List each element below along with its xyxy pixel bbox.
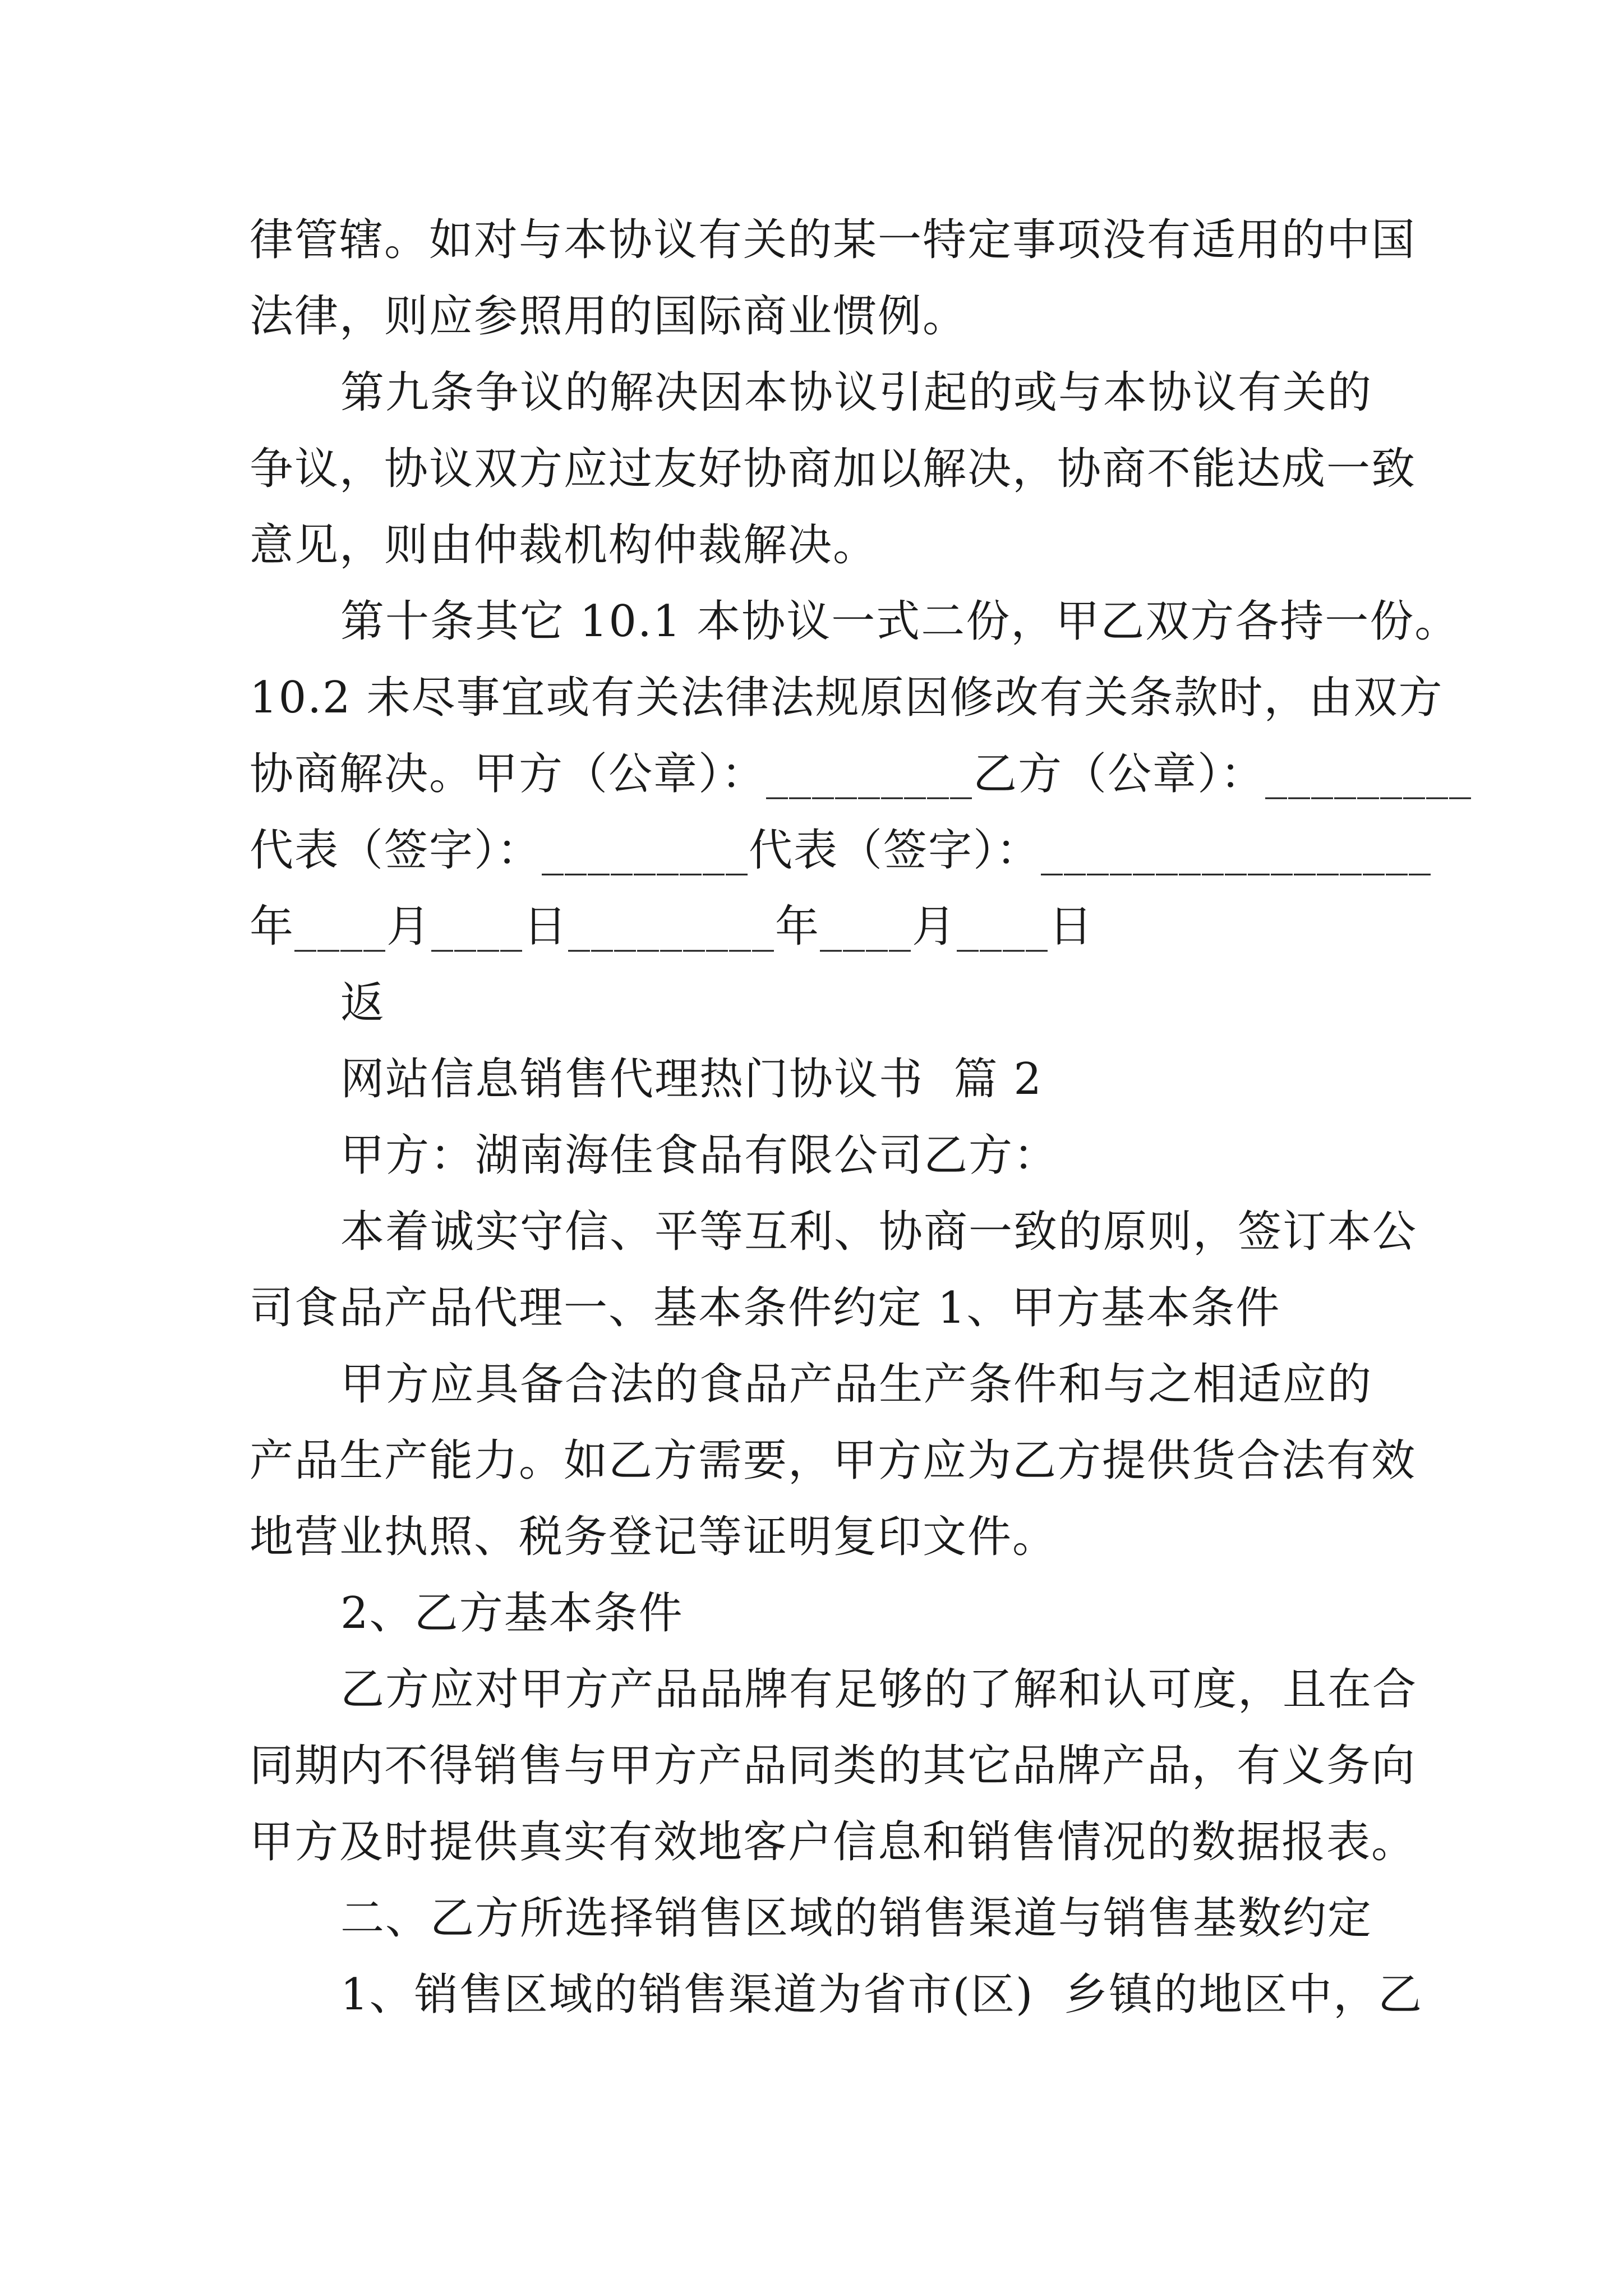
text-line: 年____月____日_________年____月____日 xyxy=(250,901,1094,952)
paragraph xyxy=(250,355,1417,583)
text-line: 返 xyxy=(340,978,386,1028)
paragraph xyxy=(250,1651,1418,1880)
text-line: 争议，协议双方应过友好协商加以解决，协商不能达成一致 xyxy=(250,444,1417,494)
paragraph xyxy=(250,1194,1418,1346)
paragraph xyxy=(250,1041,1382,1117)
text-line: 二、乙方所选择销售区域的销售渠道与销售基数约定 xyxy=(340,1893,1373,1944)
text-line: 第九条争议的解决因本协议引起的或与本协议有关的 xyxy=(340,367,1373,418)
text-line: 1、销售区域的销售渠道为省市(区) 乡镇的地区中，乙 xyxy=(340,1970,1423,2020)
paragraph xyxy=(250,202,1417,355)
text-line: 律管辖。如对与本协议有关的某一特定事项没有适用的中国 xyxy=(250,215,1417,265)
text-line: 代表（签字）：_________代表（签字）：_________________ xyxy=(250,825,1432,876)
text-line: 意见，则由仲裁机构仲裁解决。 xyxy=(250,520,878,570)
text-line: 甲方应具备合法的食品产品生产条件和与之相适应的 xyxy=(340,1359,1373,1410)
text-line: 本着诚实守信、平等互利、协商一致的原则，签订本公 xyxy=(340,1207,1418,1257)
text-line: 法律，则应参照用的国际商业惯例。 xyxy=(250,291,968,342)
paragraph xyxy=(250,1880,1382,1957)
paragraph xyxy=(250,1957,1423,2033)
text-line: 网站信息销售代理热门协议书 篇 2 xyxy=(340,1054,1043,1105)
text-line: 乙方应对甲方产品品牌有足够的了解和认可度，且在合 xyxy=(340,1664,1418,1715)
text-line: 司食品产品代理一、基本条件约定 1、甲方基本条件 xyxy=(250,1283,1281,1333)
text-line: 第十条其它 10.1 本协议一式二份，甲乙双方各持一份。 xyxy=(340,596,1460,647)
paragraph xyxy=(250,1346,1417,1575)
text-line: 10.2 未尽事宜或有关法律法规原因修改有关条款时，由双方 xyxy=(250,673,1444,723)
text-line: 甲方及时提供真实有效地客户信息和销售情况的数据报表。 xyxy=(250,1817,1417,1867)
text-line: 甲方：湖南海佳食品有限公司乙方： xyxy=(340,1130,1059,1181)
text-line: 同期内不得销售与甲方产品同类的其它品牌产品，有义务向 xyxy=(250,1741,1417,1791)
text-line: 地营业执照、税务登记等证明复印文件。 xyxy=(250,1512,1058,1562)
document-body xyxy=(250,202,1473,2033)
text-line: 2、乙方基本条件 xyxy=(340,1588,684,1639)
paragraph xyxy=(250,1575,1382,1651)
text-line: 协商解决。甲方（公章）：_________乙方（公章）：_________ xyxy=(250,749,1473,799)
paragraph xyxy=(250,1117,1382,1194)
paragraph xyxy=(250,583,1473,965)
text-line: 产品生产能力。如乙方需要，甲方应为乙方提供货合法有效 xyxy=(250,1435,1417,1486)
paragraph xyxy=(250,965,1382,1041)
